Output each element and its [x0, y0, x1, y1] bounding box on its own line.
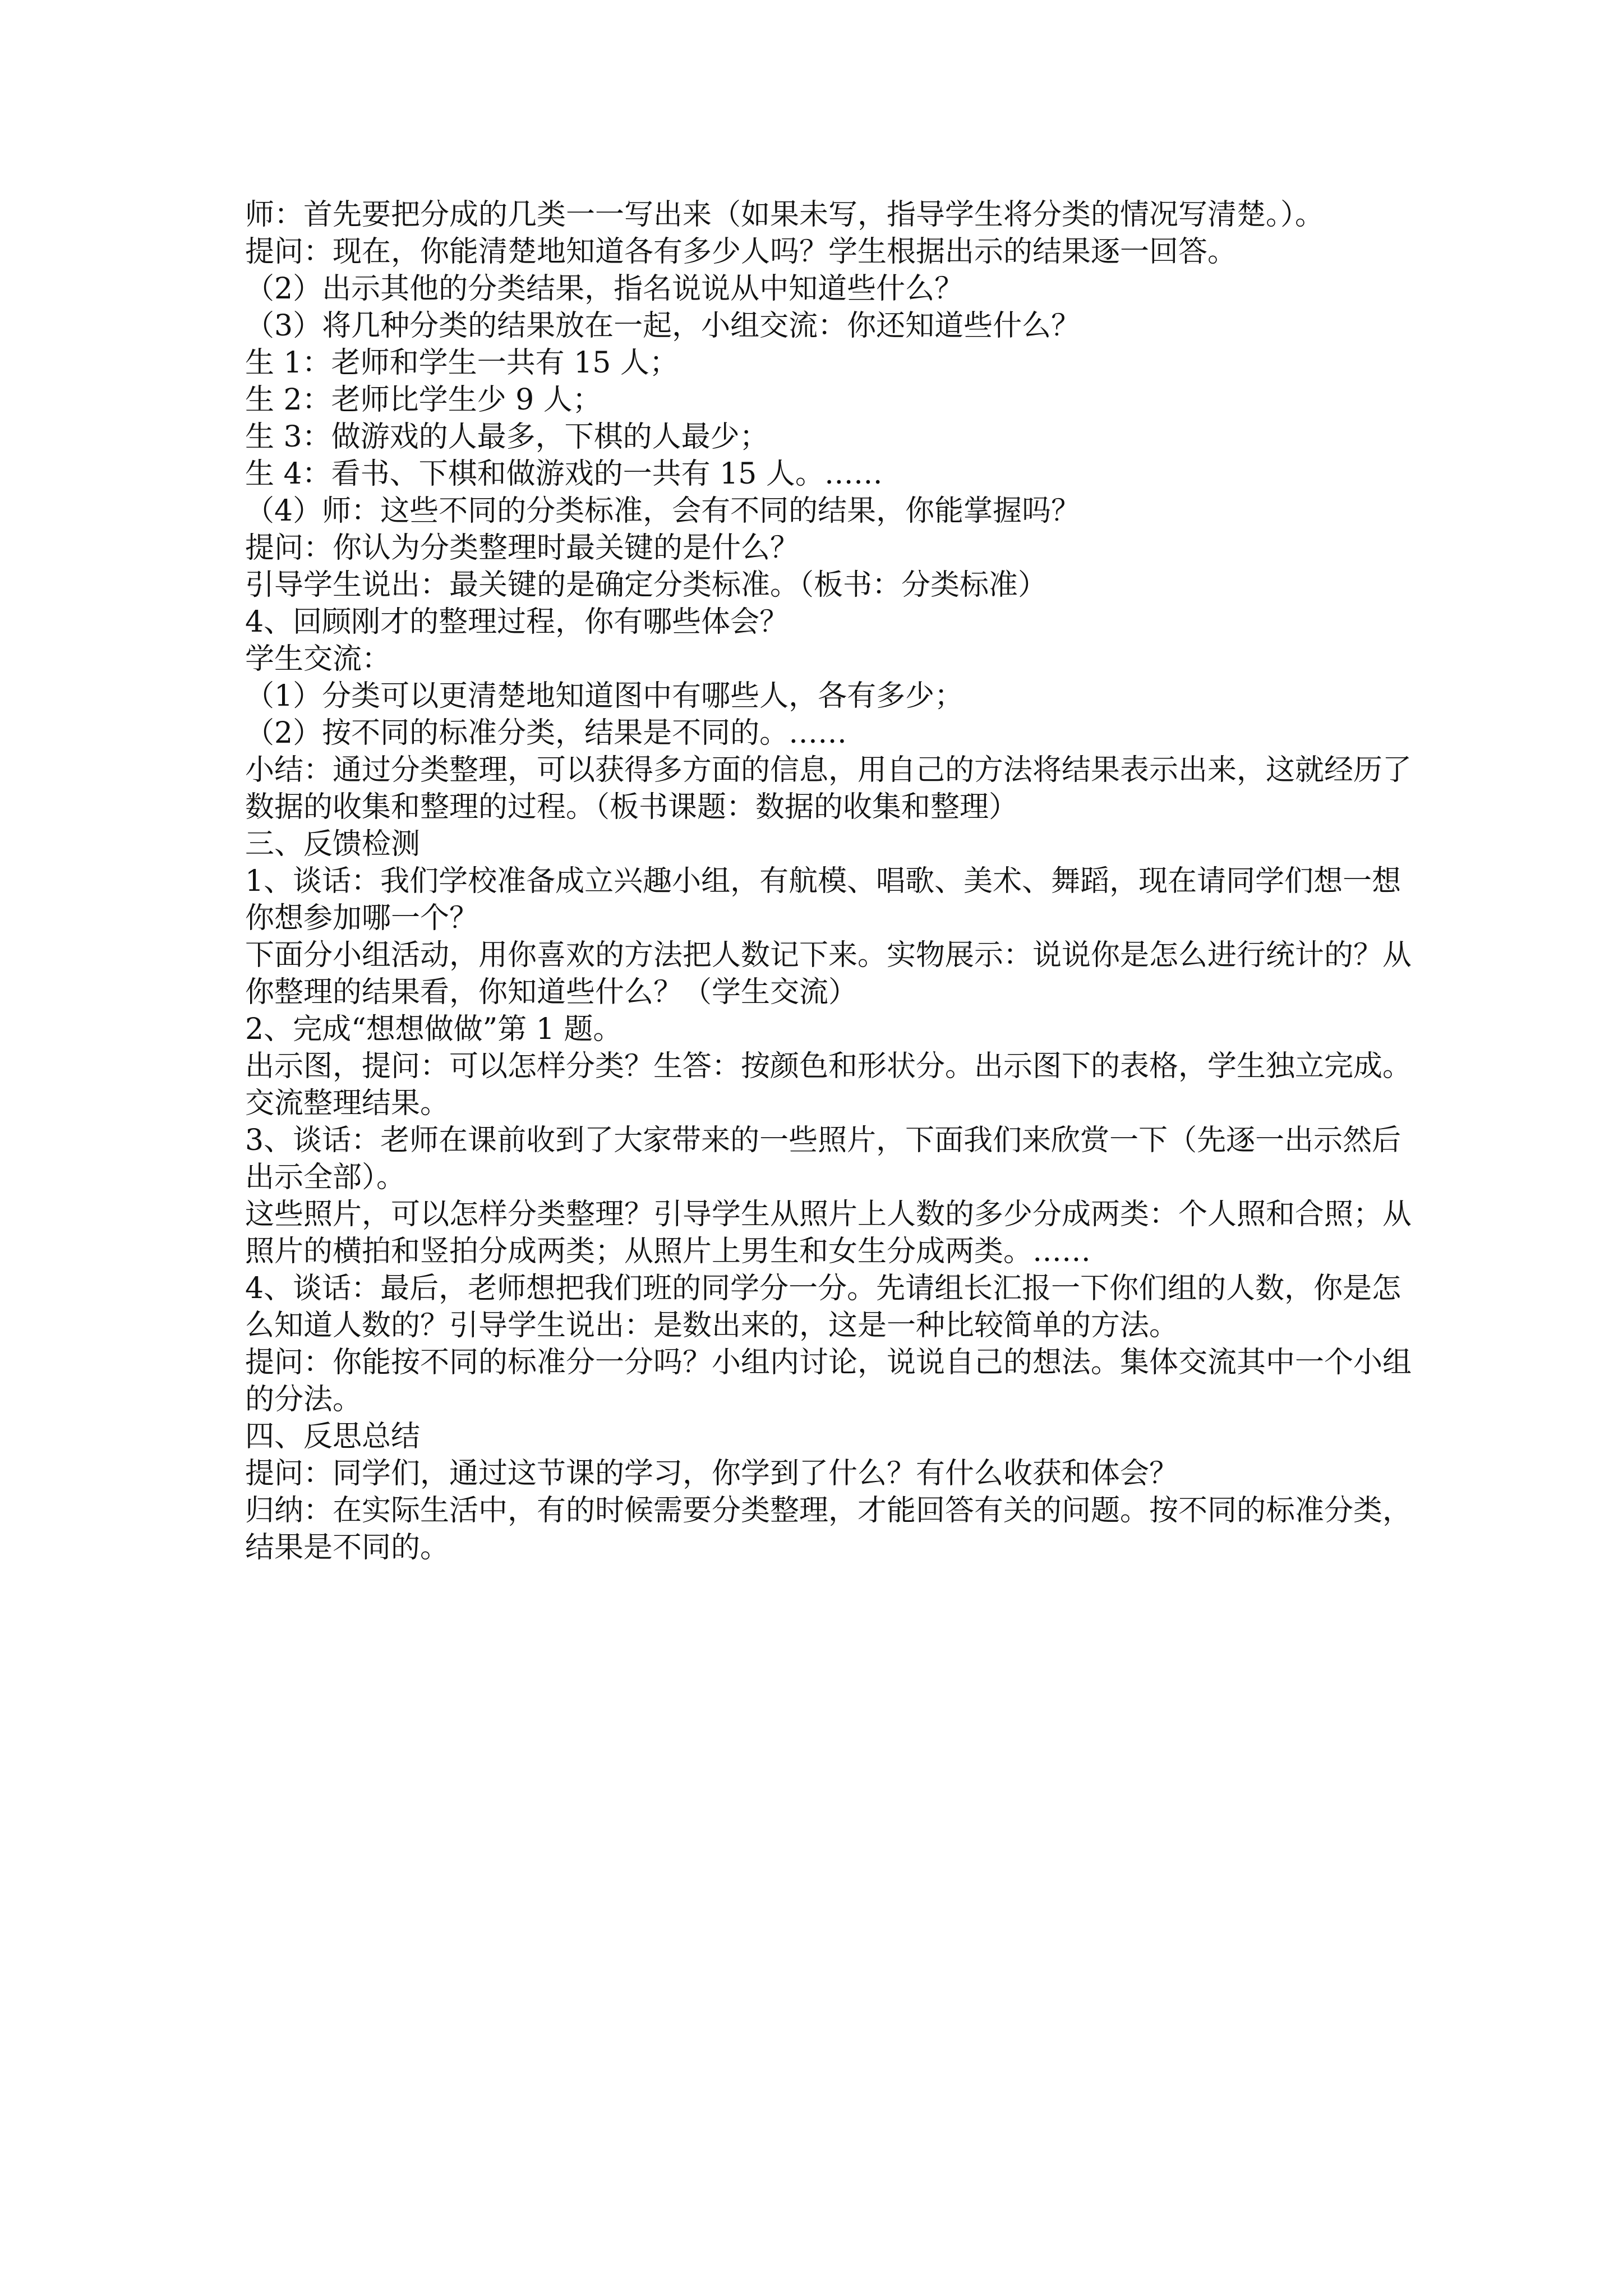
text-line: （3）将几种分类的结果放在一起，小组交流：你还知道些什么？ — [245, 309, 1081, 343]
paragraph — [245, 937, 1412, 1011]
paragraph — [245, 307, 1400, 344]
paragraph — [245, 381, 1400, 418]
paragraph — [245, 678, 1400, 715]
text-line: （2）按不同的标准分类，结果是不同的。…… — [245, 716, 847, 750]
text-line: 照片的横拍和竖拍分成两类；从照片上男生和女生分成两类。…… — [245, 1235, 1091, 1268]
text-line: 生 1：老师和学生一共有 15 人； — [245, 346, 679, 380]
text-line: 交流整理结果。 — [245, 1087, 450, 1120]
paragraph — [245, 641, 1400, 678]
text-line: （1）分类可以更清楚地知道图中有哪些人，各有多少； — [245, 679, 964, 713]
paragraph — [245, 567, 1400, 604]
text-line: 小结：通过分类整理，可以获得多方面的信息，用自己的方法将结果表示出来，这就经历了 — [245, 753, 1412, 787]
text-line: 提问：同学们，通过这节课的学习，你学到了什么？有什么收获和体会？ — [245, 1457, 1179, 1490]
text-line: 2、完成“想想做做”第 1 题。 — [245, 1013, 623, 1046]
paragraph — [245, 1122, 1400, 1196]
paragraph — [245, 1048, 1412, 1122]
paragraph — [245, 715, 1400, 752]
paragraph — [245, 1492, 1412, 1566]
paragraph — [245, 1455, 1400, 1492]
text-line: 出示全部）。 — [245, 1161, 406, 1194]
text-line: 3、谈话：老师在课前收到了大家带来的一些照片，下面我们来欣赏一下（先逐一出示然后 — [245, 1124, 1401, 1157]
paragraph — [245, 1344, 1412, 1418]
paragraph — [245, 493, 1400, 530]
paragraph — [245, 1196, 1412, 1270]
paragraph — [245, 752, 1412, 826]
text-line: 三、反馈检测 — [245, 827, 421, 861]
text-line: 下面分小组活动，用你喜欢的方法把人数记下来。实物展示：说说你是怎么进行统计的？从 — [245, 938, 1412, 972]
text-line: 你整理的结果看，你知道些什么？（学生交流） — [245, 976, 858, 1009]
paragraph — [245, 196, 1400, 233]
text-line: 提问：现在，你能清楚地知道各有多少人吗？学生根据出示的结果逐一回答。 — [245, 235, 1237, 269]
paragraph — [245, 826, 1400, 863]
paragraph — [245, 1270, 1400, 1344]
paragraph — [245, 418, 1400, 455]
text-line: 提问：你能按不同的标准分一分吗？小组内讨论，说说自己的想法。集体交流其中一个小组 — [245, 1346, 1412, 1379]
text-line: 生 4：看书、下棋和做游戏的一共有 15 人。…… — [245, 457, 883, 491]
paragraph — [245, 344, 1400, 381]
text-line: 引导学生说出：最关键的是确定分类标准。（板书：分类标准） — [245, 568, 1048, 602]
text-line: 的分法。 — [245, 1383, 362, 1416]
text-line: 出示图，提问：可以怎样分类？生答：按颜色和形状分。出示图下的表格，学生独立完成。 — [245, 1050, 1412, 1083]
text-line: 生 2：老师比学生少 9 人； — [245, 383, 602, 417]
paragraph — [245, 455, 1400, 493]
text-line: 学生交流： — [245, 642, 391, 676]
text-line: 四、反思总结 — [245, 1420, 421, 1453]
text-line: 4、回顾刚才的整理过程，你有哪些体会？ — [245, 605, 789, 639]
paragraph — [245, 604, 1400, 641]
text-line: （2）出示其他的分类结果，指名说说从中知道些什么？ — [245, 272, 964, 306]
paragraph — [245, 233, 1400, 270]
document-body — [245, 196, 1412, 1566]
text-line: 数据的收集和整理的过程。（板书课题：数据的收集和整理） — [245, 790, 1018, 824]
text-line: （4）师：这些不同的分类标准，会有不同的结果，你能掌握吗？ — [245, 494, 1081, 528]
paragraph — [245, 1011, 1400, 1048]
text-line: 你想参加哪一个？ — [245, 901, 479, 935]
paragraph — [245, 270, 1400, 307]
text-line: 么知道人数的？引导学生说出：是数出来的，这是一种比较简单的方法。 — [245, 1309, 1179, 1342]
text-line: 师：首先要把分成的几类一一写出来（如果未写，指导学生将分类的情况写清楚。）。 — [245, 198, 1325, 232]
paragraph — [245, 530, 1400, 567]
text-line: 1、谈话：我们学校准备成立兴趣小组，有航模、唱歌、美术、舞蹈，现在请同学们想一想 — [245, 864, 1401, 898]
text-line: 提问：你认为分类整理时最关键的是什么？ — [245, 531, 800, 565]
text-line: 归纳：在实际生活中，有的时候需要分类整理，才能回答有关的问题。按不同的标准分类， — [245, 1494, 1412, 1527]
text-line: 这些照片，可以怎样分类整理？引导学生从照片上人数的多少分成两类：个人照和合照；从 — [245, 1198, 1412, 1231]
text-line: 结果是不同的。 — [245, 1531, 450, 1565]
text-line: 4、谈话：最后，老师想把我们班的同学分一分。先请组长汇报一下你们组的人数，你是怎 — [245, 1272, 1401, 1305]
paragraph — [245, 1418, 1400, 1455]
text-line: 生 3：做游戏的人最多，下棋的人最少； — [245, 420, 769, 454]
paragraph — [245, 863, 1400, 937]
